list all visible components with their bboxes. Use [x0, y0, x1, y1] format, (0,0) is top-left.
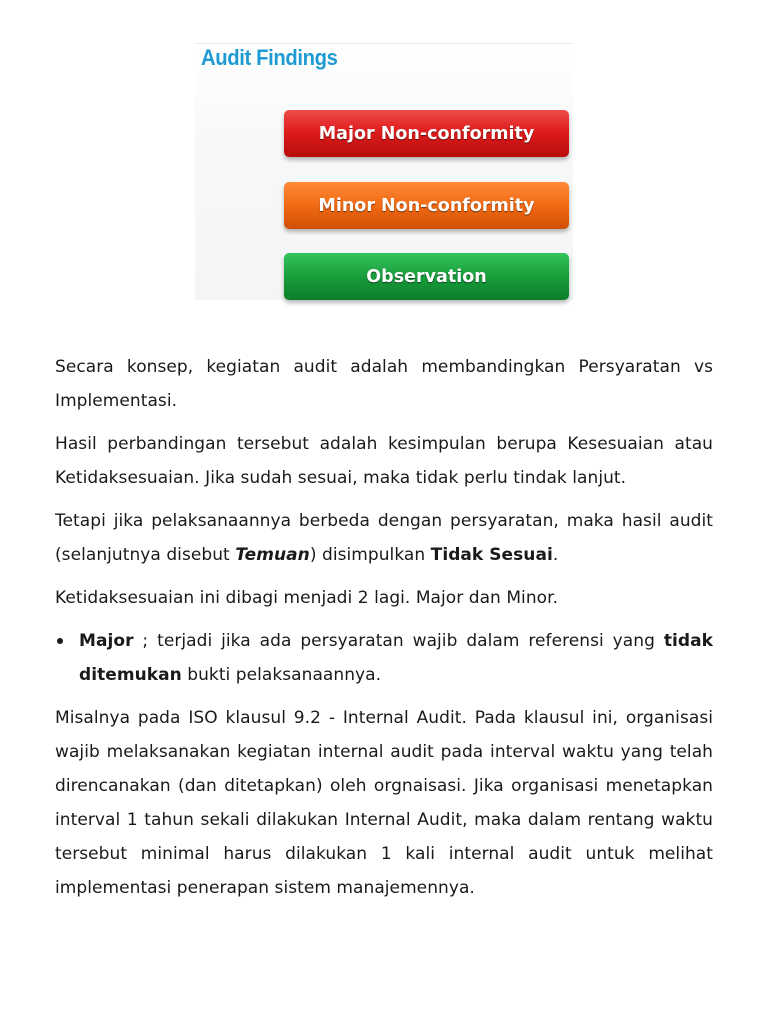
paragraph-result: Hasil perbandingan tersebut adalah kesimpulan berupa Kesesuaian atau Ketidaksesuaian. Jika sudah sesuai, maka tidak perlu tindak lanjut. [55, 434, 713, 488]
paragraph-categories: Ketidaksesuaian ini dibagi menjadi 2 lagi. Major dan Minor. [55, 588, 559, 608]
observation-button: Observation [284, 253, 569, 300]
p3-text-before: Tetapi jika pelaksanaannya berbeda dengan persyaratan, maka hasil audit (selanjutnya disebut [55, 511, 713, 565]
minor-nonconformity-button: Minor Non-conformity [284, 182, 569, 229]
paragraph-example: Misalnya pada ISO klausul 9.2 - Internal Audit. Pada klausul ini, organisasi wajib melaksanakan kegiatan internal audit pada interval waktu yang telah direncanakan (dan ditetapkan) oleh orgnaisasi. Jika organisasi menetapkan interval 1 tahun sekali dilakukan Internal Audit, maka dalam rentang waktu tersebut minimal harus dilakukan 1 kali internal audit untuk melihat implementasi penerapan sistem manajemennya. [55, 708, 713, 898]
list-item-major [55, 624, 713, 692]
paragraph-concept: Secara konsep, kegiatan audit adalah membandingkan Persyaratan vs Implementasi. [55, 357, 713, 411]
p3-text-middle: ) disimpulkan [309, 545, 431, 565]
bullet-text-before: ; terjadi jika ada persyaratan wajib dalam referensi yang [133, 631, 664, 651]
bullet-text-after: bukti pelaksanaannya. [181, 665, 382, 685]
major-term: Major [79, 631, 134, 651]
bullet-dot-icon [57, 638, 63, 644]
paragraph-nonconformity [55, 504, 713, 572]
p3-text-after: . [552, 545, 559, 565]
audit-findings-figure [195, 43, 573, 300]
article-body [55, 350, 713, 914]
tidak-sesuai-term: Tidak Sesuai [430, 545, 553, 565]
temuan-term: Temuan [235, 545, 310, 565]
figure-title: Audit Findings [201, 45, 338, 70]
major-nonconformity-button: Major Non-conformity [284, 110, 569, 157]
tidak-ditemukan-term: tidak ditemukan [79, 631, 713, 685]
